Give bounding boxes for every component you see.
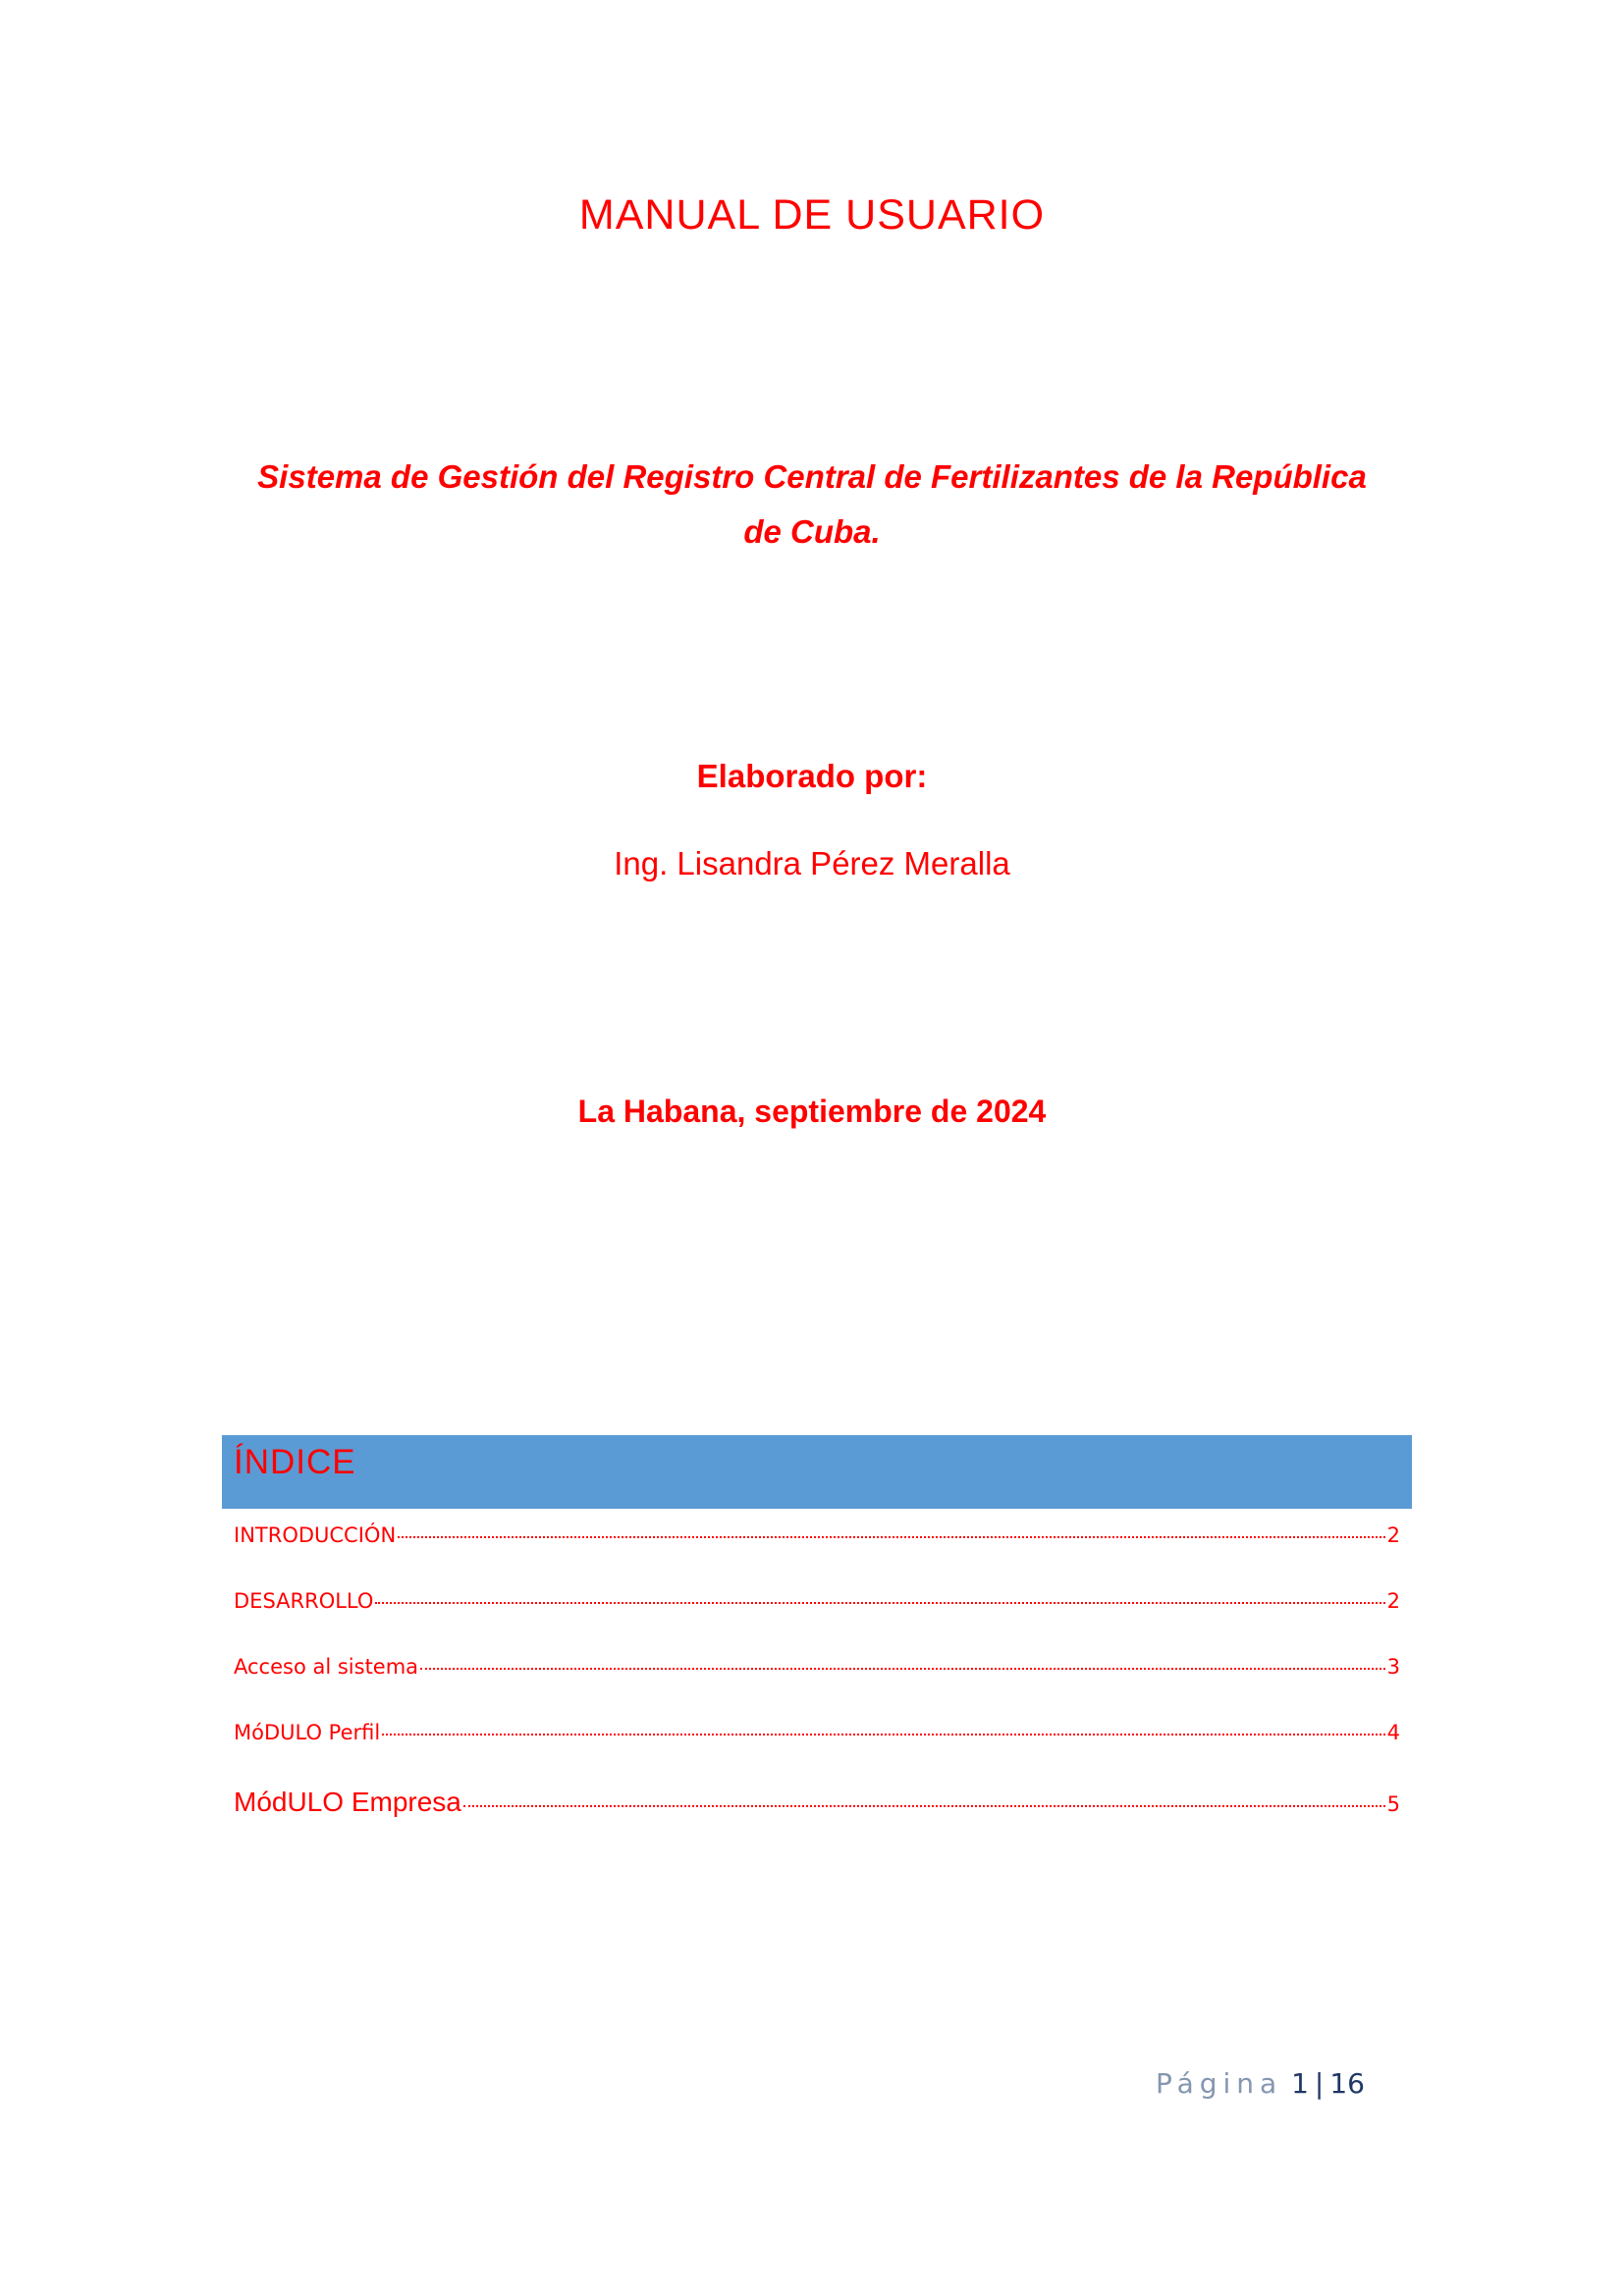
- toc-entry-introduccion[interactable]: [234, 1523, 1400, 1589]
- document-title: MANUAL DE USUARIO: [578, 191, 1046, 239]
- toc-entry-label: INTRODUCCIÓN: [234, 1523, 397, 1547]
- toc-entry-page: 2: [1386, 1589, 1400, 1613]
- toc-entry-label: DESARROLLO: [234, 1589, 374, 1613]
- toc-entry-label: MódULO Empresa: [234, 1787, 461, 1817]
- toc-heading: ÍNDICE: [234, 1443, 356, 1481]
- toc-entry-label: MóDULO Perfil: [234, 1721, 381, 1744]
- toc-dot-leader: [420, 1668, 1385, 1670]
- page-word: Página: [1155, 2067, 1283, 2100]
- toc-dot-leader: [375, 1602, 1384, 1604]
- toc-entry-modulo-empresa[interactable]: [234, 1787, 1400, 1852]
- toc-dot-leader: [382, 1734, 1384, 1735]
- current-page-number: 1: [1291, 2067, 1309, 2100]
- toc-dot-leader: [463, 1805, 1385, 1807]
- place-date: La Habana, septiembre de 2024: [577, 1094, 1047, 1129]
- total-pages: 16: [1329, 2067, 1365, 2100]
- toc-dot-leader: [398, 1536, 1384, 1538]
- system-title: [223, 450, 1401, 560]
- toc-entry-desarrollo[interactable]: [234, 1589, 1400, 1655]
- system-title-line-1: Sistema de Gestión del Registro Central de Fertilizantes de la República: [257, 458, 1367, 495]
- toc-entry-label: Acceso al sistema: [234, 1655, 419, 1679]
- elaborado-label: Elaborado por:: [696, 758, 928, 794]
- toc-entry-modulo-perfil[interactable]: [234, 1721, 1400, 1787]
- page-separator: |: [1314, 2067, 1325, 2100]
- table-of-contents: [234, 1523, 1400, 1852]
- toc-entry-page: 2: [1386, 1523, 1400, 1547]
- toc-entry-page: 3: [1386, 1655, 1400, 1679]
- toc-entry-acceso[interactable]: [234, 1655, 1400, 1721]
- page-footer: [1156, 2067, 1365, 2100]
- toc-header: [222, 1435, 1412, 1509]
- system-title-line-2: de Cuba.: [743, 513, 881, 550]
- toc-entry-page: 5: [1386, 1792, 1400, 1816]
- author-name: Ing. Lisandra Pérez Meralla: [614, 845, 1010, 881]
- toc-entry-page: 4: [1386, 1721, 1400, 1744]
